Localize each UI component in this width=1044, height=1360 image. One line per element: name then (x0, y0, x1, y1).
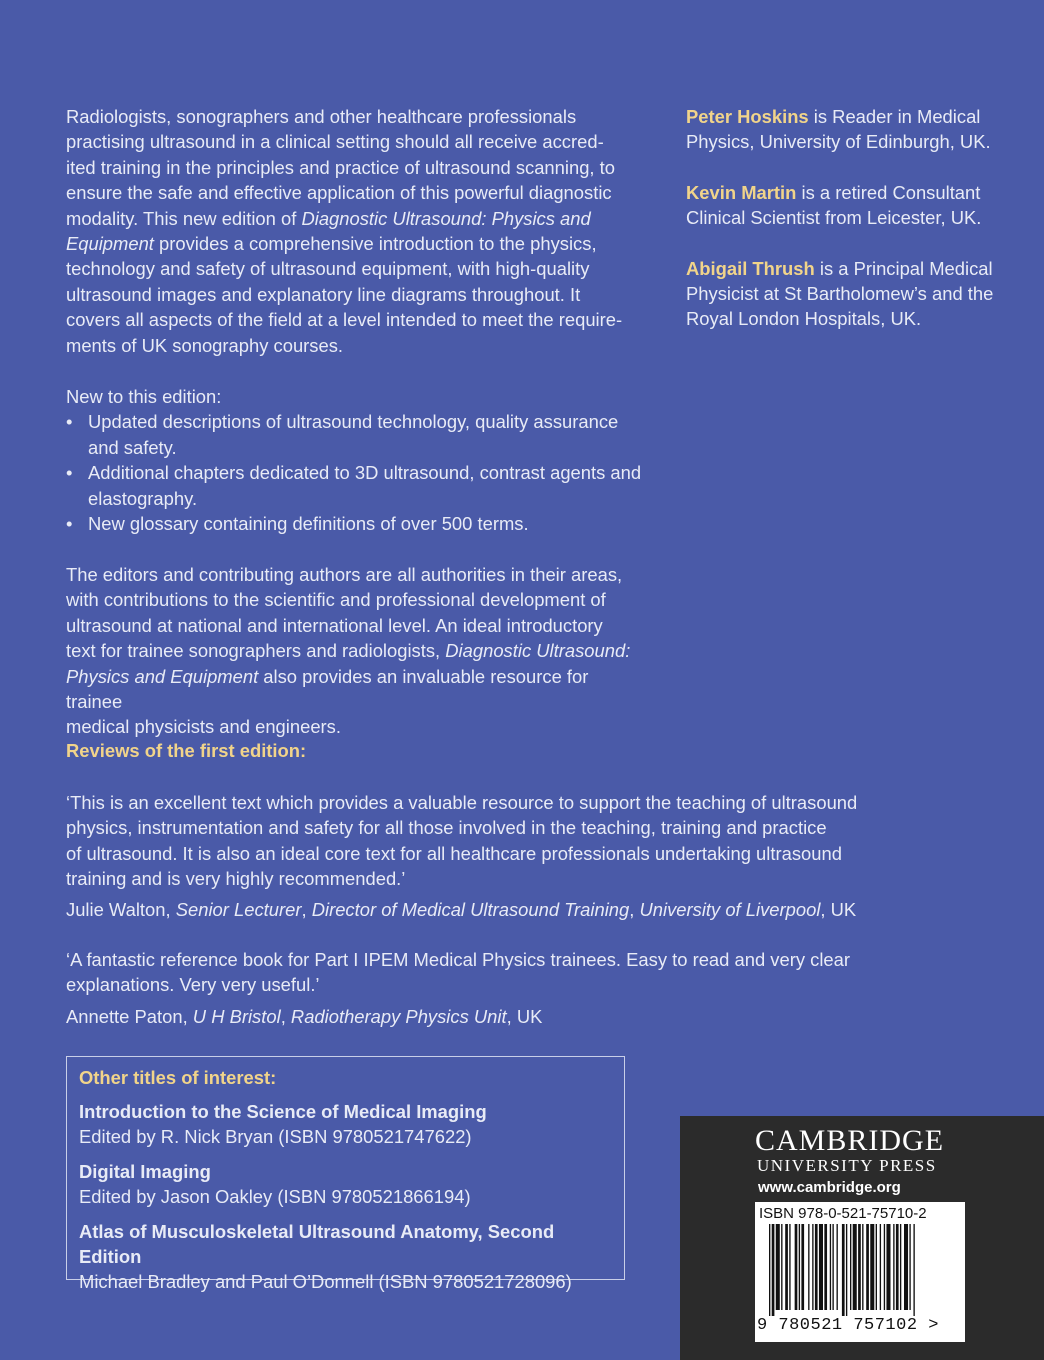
barcode-bar (776, 1224, 780, 1310)
reviewer-role: Senior Lecturer (175, 899, 302, 920)
author-desc: is Reader in Medical (808, 106, 981, 127)
blurb-text: modality. This new edition of (66, 207, 302, 229)
review-line: physics, instrumentation and safety for all those involved in the teaching, training and practice (66, 817, 827, 839)
book-title-italic: Diagnostic Ultrasound: Physics and (301, 207, 591, 229)
editors-line: medical physicists and engineers. (66, 716, 341, 738)
reviewer-institution: University of Liverpool (639, 899, 821, 920)
barcode-bar (785, 1224, 788, 1310)
list-item (66, 409, 666, 460)
reviewer-country: , UK (820, 899, 857, 920)
editors-line (66, 638, 646, 663)
author-name: Kevin Martin (686, 181, 797, 203)
barcode-bar (896, 1224, 899, 1310)
book-title-italic: Diagnostic Ultrasound: (445, 640, 631, 662)
blurb-line: Radiologists, sonographers and other healthcare professionals (66, 106, 577, 127)
bullet-icon: • (66, 513, 73, 535)
barcode-bar (884, 1224, 885, 1310)
separator: , (280, 1006, 291, 1027)
barcode-bar (904, 1224, 908, 1310)
author-bio (686, 256, 1006, 332)
reviewer-role: U H Bristol (192, 1006, 281, 1027)
barcode-bar (913, 1224, 914, 1316)
blurb-line: ultrasound images and explanatory line diagrams throughout. It (66, 283, 581, 305)
book-title-italic: Physics and Equipment (66, 665, 259, 687)
barcode-digits: 9 780521 757102 > (757, 1316, 939, 1335)
review-line: training and is very highly recommended.’ (66, 868, 406, 890)
other-title-editor: Edited by Jason Oakley (ISBN 9780521866194) (79, 1186, 471, 1207)
list-item (66, 511, 666, 536)
blurb-text: provides a comprehensive introduction to the physics, (153, 233, 597, 255)
review-quote (66, 947, 866, 998)
separator: , (629, 899, 640, 920)
reviewer-institution: Radiotherapy Physics Unit (290, 1006, 507, 1027)
editors-line: The editors and contributing authors are all authorities in their areas, (66, 564, 623, 585)
author-line (686, 104, 1006, 129)
barcode-bar (812, 1224, 813, 1310)
barcode-bar (846, 1224, 847, 1316)
barcode-bar (909, 1224, 910, 1310)
review-quote (66, 790, 866, 892)
editors-paragraph (66, 562, 646, 740)
blurb-line: covers all aspects of the field at a level intended to meet the require- (66, 309, 623, 331)
author-name: Peter Hoskins (686, 106, 809, 127)
barcode-bar (789, 1224, 790, 1310)
publisher-name: CAMBRIDGE (755, 1124, 945, 1157)
editors-text: text for trainee sonographers and radiologists, (66, 640, 446, 662)
blurb-line: ensure the safe and effective application of this powerful diagnostic (66, 182, 612, 204)
publisher-block (680, 1116, 1044, 1360)
barcode-bar (815, 1224, 818, 1310)
reviewer-role: Director of Medical Ultrasound Training (311, 899, 630, 920)
list-item-line: Additional chapters dedicated to 3D ultrasound, contrast agents and (88, 462, 642, 484)
blurb-line: ments of UK sonography courses. (66, 334, 344, 356)
book-title-italic: Equipment (66, 233, 154, 255)
author-bio (686, 180, 1006, 231)
new-edition-section (66, 384, 666, 536)
blurb-paragraph (66, 104, 641, 358)
review-line: of ultrasound. It is also an ideal core text for all healthcare professionals undertaking ultrasound (66, 842, 842, 864)
barcode-bar (808, 1224, 809, 1310)
new-edition-list (66, 409, 666, 536)
review-line: ‘A fantastic reference book for Part I IPEM Medical Physics trainees. Easy to read and very clear (66, 949, 850, 970)
barcode-bar (866, 1224, 869, 1310)
other-titles-box (66, 1056, 625, 1292)
review-line: ‘This is an excellent text which provides a valuable resource to support the teaching of ultrasound (66, 792, 858, 813)
barcode-bar (842, 1224, 845, 1316)
blurb-line (66, 206, 641, 231)
editors-line: ultrasound at national and international level. An ideal introductory (66, 614, 603, 636)
list-item-line: Updated descriptions of ultrasound technology, quality assurance (88, 411, 619, 433)
blurb-line: ited training in the principles and practice of ultrasound scanning, to (66, 156, 615, 178)
reviewer-country: , UK (506, 1006, 543, 1027)
author-line (686, 256, 1006, 281)
separator: , (301, 899, 312, 920)
bullet-icon: • (66, 411, 73, 433)
new-edition-heading: New to this edition: (66, 386, 222, 407)
barcode-bar (893, 1224, 894, 1310)
barcode-bar (850, 1224, 851, 1310)
publisher-subtitle: UNIVERSITY PRESS (757, 1156, 937, 1175)
list-item-line: New glossary containing definitions of over 500 terms. (88, 513, 529, 535)
other-title-editor: Michael Bradley and Paul O’Donnell (ISBN 9780521728096) (79, 1271, 572, 1292)
other-title-name: Digital Imaging (79, 1161, 211, 1182)
barcode-bar (876, 1224, 877, 1310)
editors-text: also provides an invaluable resource for trainee (66, 665, 589, 713)
barcode-bar (772, 1224, 775, 1316)
author-desc: is a retired Consultant (796, 181, 981, 203)
barcode-bar (886, 1224, 890, 1310)
bullet-icon: • (66, 462, 73, 484)
barcode-bar (830, 1224, 831, 1310)
reviewer-name: Julie Walton, (66, 899, 176, 920)
publisher-url: www.cambridge.org (758, 1179, 901, 1196)
list-item-line: elastography. (88, 487, 198, 509)
author-name: Abigail Thrush (686, 257, 815, 279)
barcode-bar (799, 1224, 800, 1310)
author-line (686, 180, 1006, 205)
other-title-entry (79, 1099, 612, 1149)
other-title-entry (79, 1159, 612, 1209)
barcode-bar (801, 1224, 804, 1310)
barcode-bar (832, 1224, 833, 1310)
barcode-bar (858, 1224, 861, 1310)
author-line: Royal London Hospitals, UK. (686, 308, 922, 330)
review-line: explanations. Very very useful.’ (66, 974, 320, 996)
barcode-icon (755, 1224, 965, 1316)
barcode-bar (824, 1224, 827, 1310)
barcode-bar (769, 1224, 770, 1316)
editors-line: with contributions to the scientific and professional development of (66, 589, 606, 611)
review-attribution (66, 897, 866, 922)
author-line: Physicist at St Bartholomew’s and the (686, 283, 994, 305)
barcode-bar (862, 1224, 863, 1310)
barcode-bar (880, 1224, 881, 1310)
barcode-bar (819, 1224, 823, 1310)
barcode-bar (781, 1224, 782, 1310)
other-title-editor: Edited by R. Nick Bryan (ISBN 9780521747622) (79, 1126, 472, 1147)
other-title-name: Atlas of Musculoskeletal Ultrasound Anatomy, Second Edition (79, 1221, 555, 1267)
barcode-bar (837, 1224, 838, 1310)
barcode-area (755, 1202, 965, 1342)
review-attribution (66, 1004, 866, 1029)
authors-section (686, 104, 1006, 357)
editors-line (66, 664, 646, 715)
blurb-line (66, 231, 641, 256)
reviewer-name: Annette Paton, (66, 1006, 193, 1027)
blurb-line: technology and safety of ultrasound equipment, with high-quality (66, 258, 590, 280)
list-item-line: and safety. (88, 436, 177, 458)
barcode-bar (900, 1224, 901, 1310)
barcode-bar (795, 1224, 798, 1310)
other-title-entry (79, 1219, 612, 1294)
isbn-number: ISBN 978-0-521-75710-2 (759, 1205, 927, 1222)
barcode-bar (870, 1224, 874, 1310)
author-line: Clinical Scientist from Leicester, UK. (686, 207, 982, 229)
barcode-bar (853, 1224, 857, 1310)
reviews-heading: Reviews of the first edition: (66, 740, 307, 761)
author-bio (686, 104, 1006, 155)
other-titles-heading: Other titles of interest: (79, 1067, 277, 1088)
other-title-name: Introduction to the Science of Medical Imaging (79, 1101, 487, 1122)
author-desc: is a Principal Medical (814, 257, 993, 279)
blurb-line: practising ultrasound in a clinical setting should all receive accred- (66, 131, 604, 153)
list-item (66, 460, 666, 511)
author-line: Physics, University of Edinburgh, UK. (686, 131, 991, 153)
